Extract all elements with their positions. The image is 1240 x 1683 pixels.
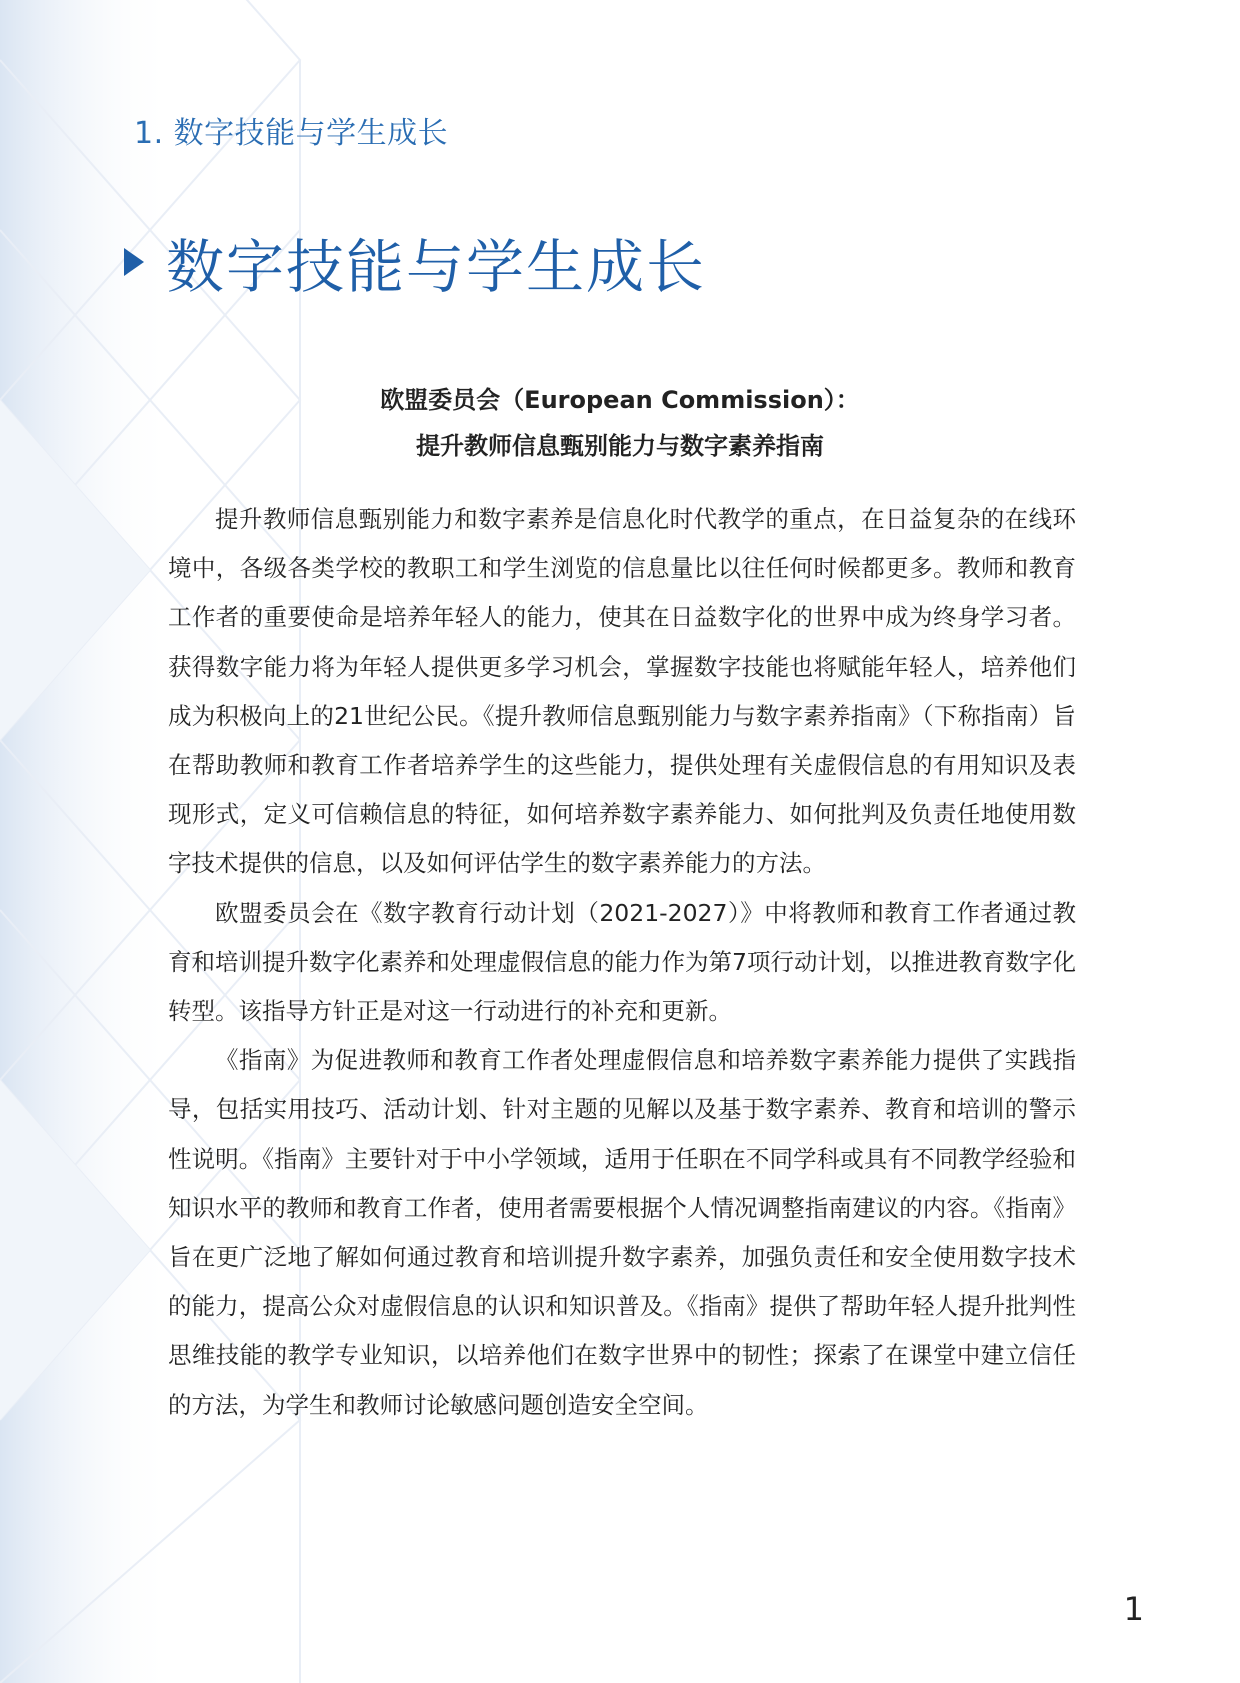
main-heading-text: 数字技能与学生成长: [166, 233, 707, 301]
main-heading: [124, 220, 706, 304]
article-title-line1: 欧盟委员会（European Commission）：: [380, 386, 860, 414]
paragraph: 《指南》为促进教师和教育工作者处理虚假信息和培养数字素养能力提供了实践指导，包括实用技巧、活动计划、针对主题的见解以及基于数字素养、教育和培训的警示性说明。《指南》主要针对于中小学领域，适用于任职在不同学科或具有不同教学经验和知识水平的教师和教育工作者，使用者需要根据个人情况调整指南建议的内容。《指南》旨在更广泛地了解如何通过教育和培训提升数字素养，加强负责任和安全使用数字技术的能力，提高公众对虚假信息的认识和知识普及。《指南》提供了帮助年轻人提升批判性思维技能的教学专业知识，以培养他们在数字世界中的韧性；探索了在课堂中建立信任的方法，为学生和教师讨论敏感问题创造安全空间。: [168, 1046, 1076, 1419]
triangle-right-icon: [124, 248, 144, 276]
paragraph: 提升教师信息甄别能力和数字素养是信息化时代教学的重点，在日益复杂的在线环境中，各级各类学校的教职工和学生浏览的信息量比以往任何时候都更多。教师和教育工作者的重要使命是培养年轻人的能力，使其在日益数字化的世界中成为终身学习者。获得数字能力将为年轻人提供更多学习机会，掌握数字技能也将赋能年轻人，培养他们成为积极向上的21世纪公民。《提升教师信息甄别能力与数字素养指南》（下称指南）旨在帮助教师和教育工作者培养学生的这些能力，提供处理有关虚假信息的有用知识及表现形式，定义可信赖信息的特征，如何培养数字素养能力、如何批判及负责任地使用数字技术提供的信息，以及如何评估学生的数字素养能力的方法。: [168, 505, 1076, 878]
article-body: [168, 495, 1076, 1430]
article-title-line2: 提升教师信息甄别能力与数字素养指南: [416, 432, 824, 460]
section-label: 1. 数字技能与学生成长: [134, 116, 449, 151]
page-number: 1: [1123, 1590, 1144, 1628]
paragraph: 欧盟委员会在《数字教育行动计划（2021-2027）》中将教师和教育工作者通过教育和培训提升数字化素养和处理虚假信息的能力作为第7项行动计划，以推进教育数字化转型。该指导方针正是对这一行动进行的补充和更新。: [168, 898, 1076, 1026]
